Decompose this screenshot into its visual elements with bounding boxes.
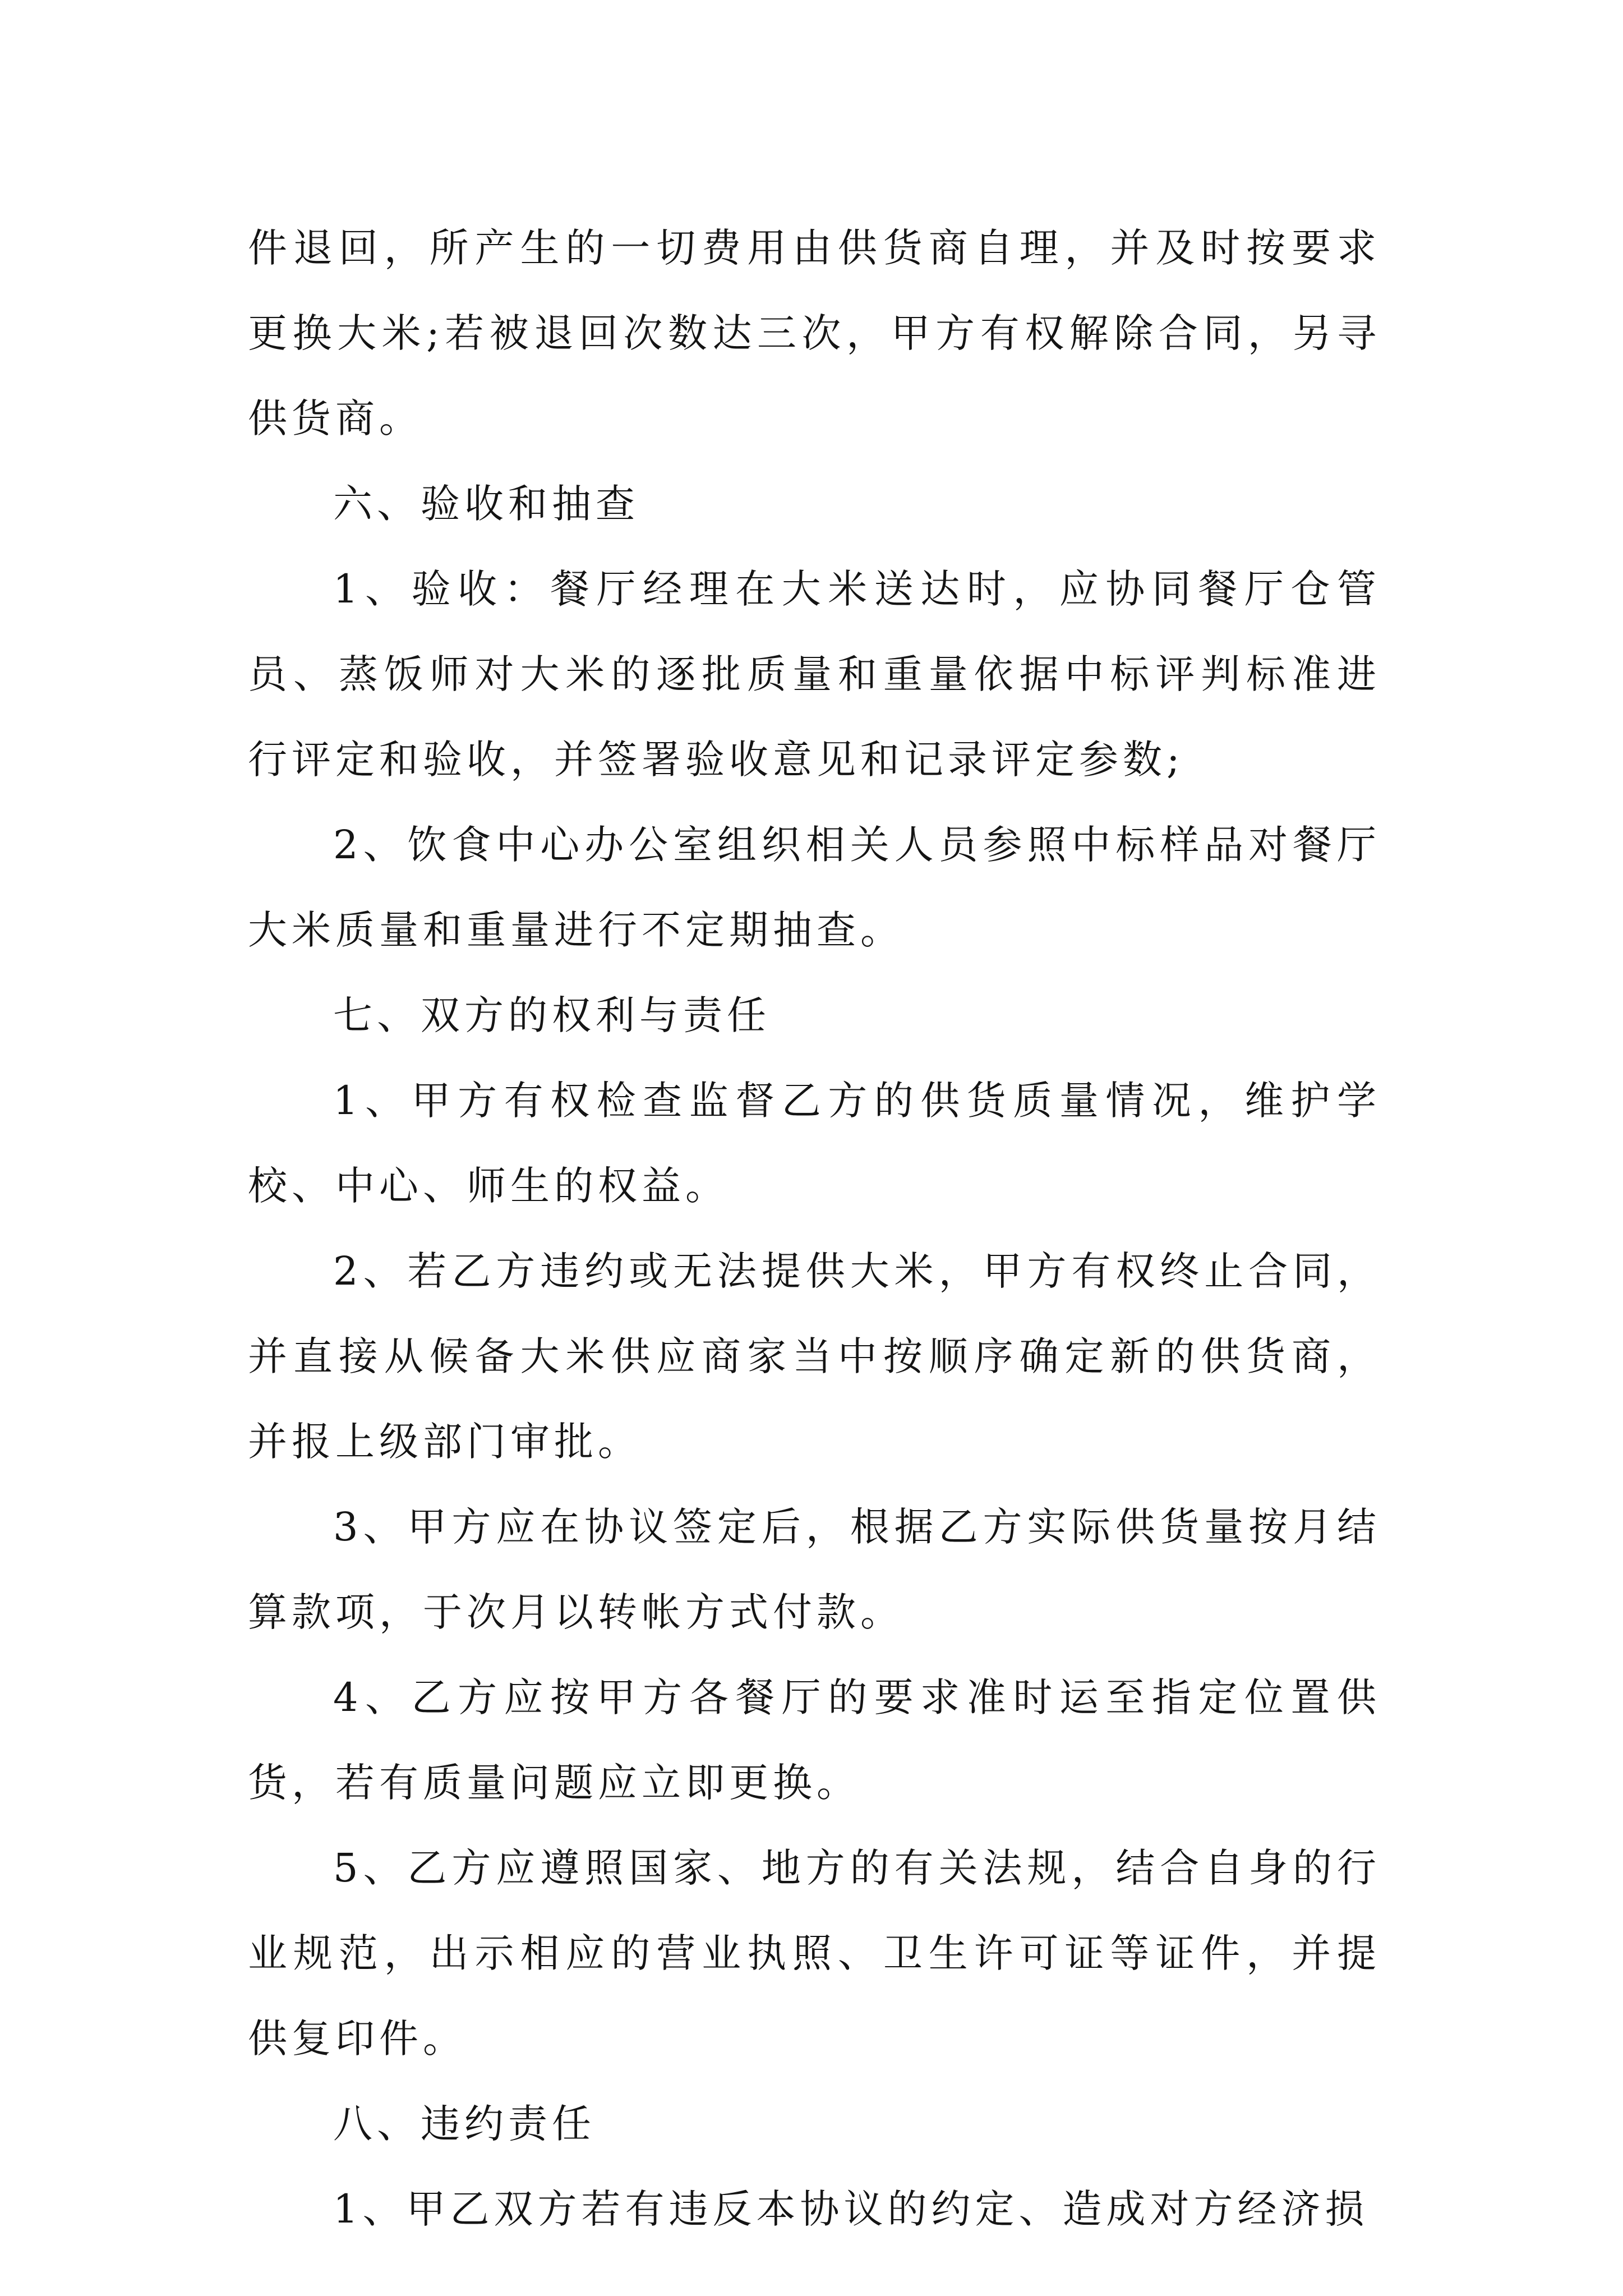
paragraph-continuation: 件退回，所产生的一切费用由供货商自理，并及时按要求更换大米;若被退回次数达三次，甲方有权解除合同，另寻供货商。 [248,225,1381,441]
section-heading-breach: 八、违约责任 [333,2101,596,2147]
clause-rights-1: 1、甲方有权检查监督乙方的供货质量情况，维护学校、中心、师生的权益。 [248,1078,1381,1209]
clause-rights-2: 2、若乙方违约或无法提供大米，甲方有权终止合同，并直接从候备大米供应商家当中按顺序确定新的供货商，并报上级部门审批。 [248,1248,1381,1465]
document-body [248,205,1381,2252]
section-heading-acceptance: 六、验收和抽查 [333,481,639,527]
clause-rights-3: 3、甲方应在协议签定后，根据乙方实际供货量按月结算款项，于次月以转帐方式付款。 [248,1504,1381,1635]
clause-rights-5: 5、乙方应遵照国家、地方的有关法规，结合自身的行业规范，出示相应的营业执照、卫生许可证等证件，并提供复印件。 [248,1845,1381,2062]
clause-acceptance-1: 1、验收：餐厅经理在大米送达时，应协同餐厅仓管员、蒸饭师对大米的逐批质量和重量依据中标评判标准进行评定和验收，并签署验收意见和记录评定参数; [248,566,1381,783]
clause-breach-1: 1、甲乙双方若有违反本协议的约定、造成对方经济损 [333,2186,1369,2232]
section-heading-rights: 七、双方的权利与责任 [333,992,771,1038]
clause-acceptance-2: 2、饮食中心办公室组织相关人员参照中标样品对餐厅大米质量和重量进行不定期抽查。 [248,822,1381,953]
clause-rights-4: 4、乙方应按甲方各餐厅的要求准时运至指定位置供货，若有质量问题应立即更换。 [248,1674,1381,1806]
